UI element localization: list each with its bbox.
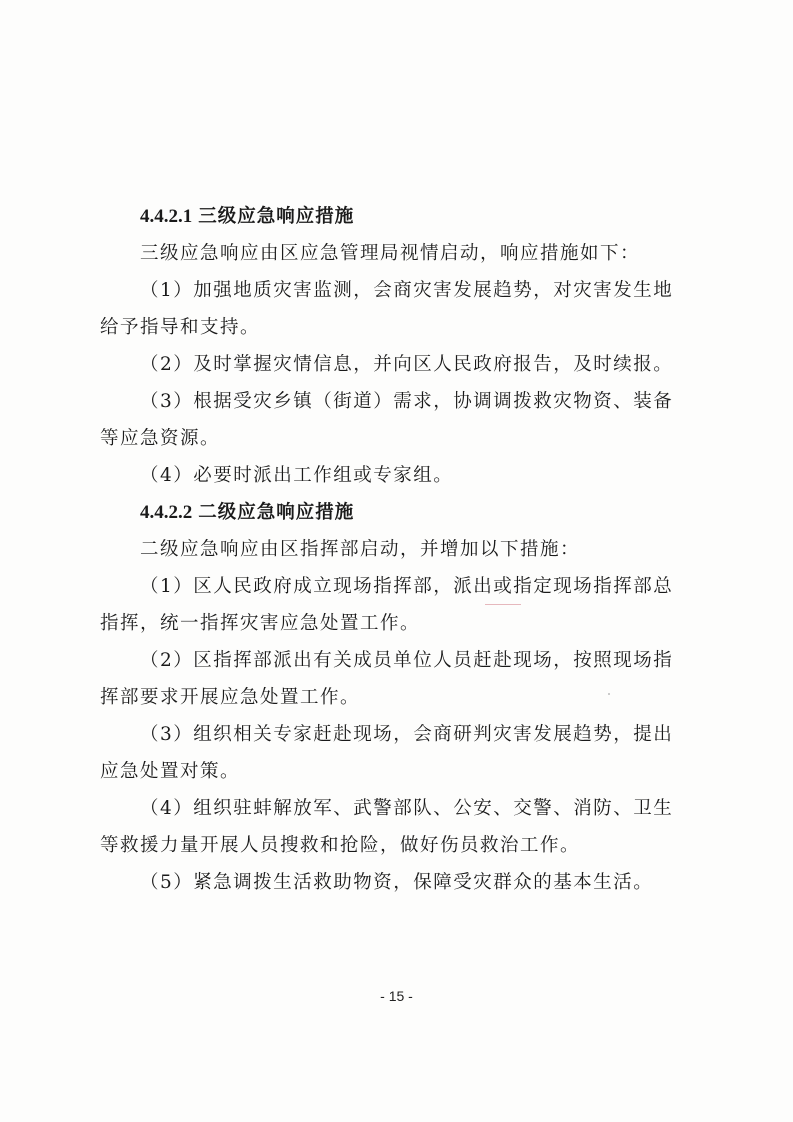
section-title: 三级应急响应措施 [198, 206, 355, 227]
list-item-line: （4）组织驻蚌解放军、武警部队、公安、交警、消防、卫生 [140, 798, 674, 819]
section-intro: 三级应急响应由区应急管理局视情启动，响应措施如下： [140, 243, 641, 264]
list-item-line: （1）区人民政府成立现场指挥部，派出或指定现场指挥部总 [140, 576, 674, 597]
list-item-line: 挥部要求开展应急处置工作。 [100, 687, 361, 708]
list-item-line: （3）根据受灾乡镇（街道）需求，协调调拨救灾物资、装备 [140, 391, 674, 412]
section-intro: 二级应急响应由区指挥部启动，并增加以下措施： [140, 539, 581, 560]
scan-mark [485, 604, 521, 605]
scan-speck [608, 693, 610, 695]
list-item-line: 等救援力量开展人员搜救和抢险，做好伤员救治工作。 [100, 835, 581, 856]
section-number: 4.4.2.1 [140, 206, 193, 227]
list-item-line: 给予指导和支持。 [100, 317, 261, 338]
list-item-line: （4）必要时派出工作组或专家组。 [140, 465, 454, 486]
list-item-line: （1）加强地质灾害监测，会商灾害发展趋势，对灾害发生地 [140, 280, 674, 301]
section-title: 二级应急响应措施 [198, 502, 355, 523]
list-item-line: （5）紧急调拨生活救助物资，保障受灾群众的基本生活。 [140, 872, 654, 893]
list-item-line: 指挥，统一指挥灾害应急处置工作。 [100, 613, 421, 634]
list-item-line: 应急处置对策。 [100, 761, 241, 782]
document-body [100, 198, 700, 901]
section-number: 4.4.2.2 [140, 502, 193, 523]
section-heading [100, 494, 700, 531]
list-item-line: （3）组织相关专家赶赴现场，会商研判灾害发展趋势，提出 [140, 724, 674, 745]
section-heading [100, 198, 700, 235]
list-item-line: （2）区指挥部派出有关成员单位人员赶赴现场，按照现场指 [140, 650, 674, 671]
page-number: - 15 - [380, 988, 413, 1004]
list-item-line: 等应急资源。 [100, 428, 221, 449]
list-item-line: （2）及时掌握灾情信息，并向区人民政府报告，及时续报。 [140, 354, 674, 375]
